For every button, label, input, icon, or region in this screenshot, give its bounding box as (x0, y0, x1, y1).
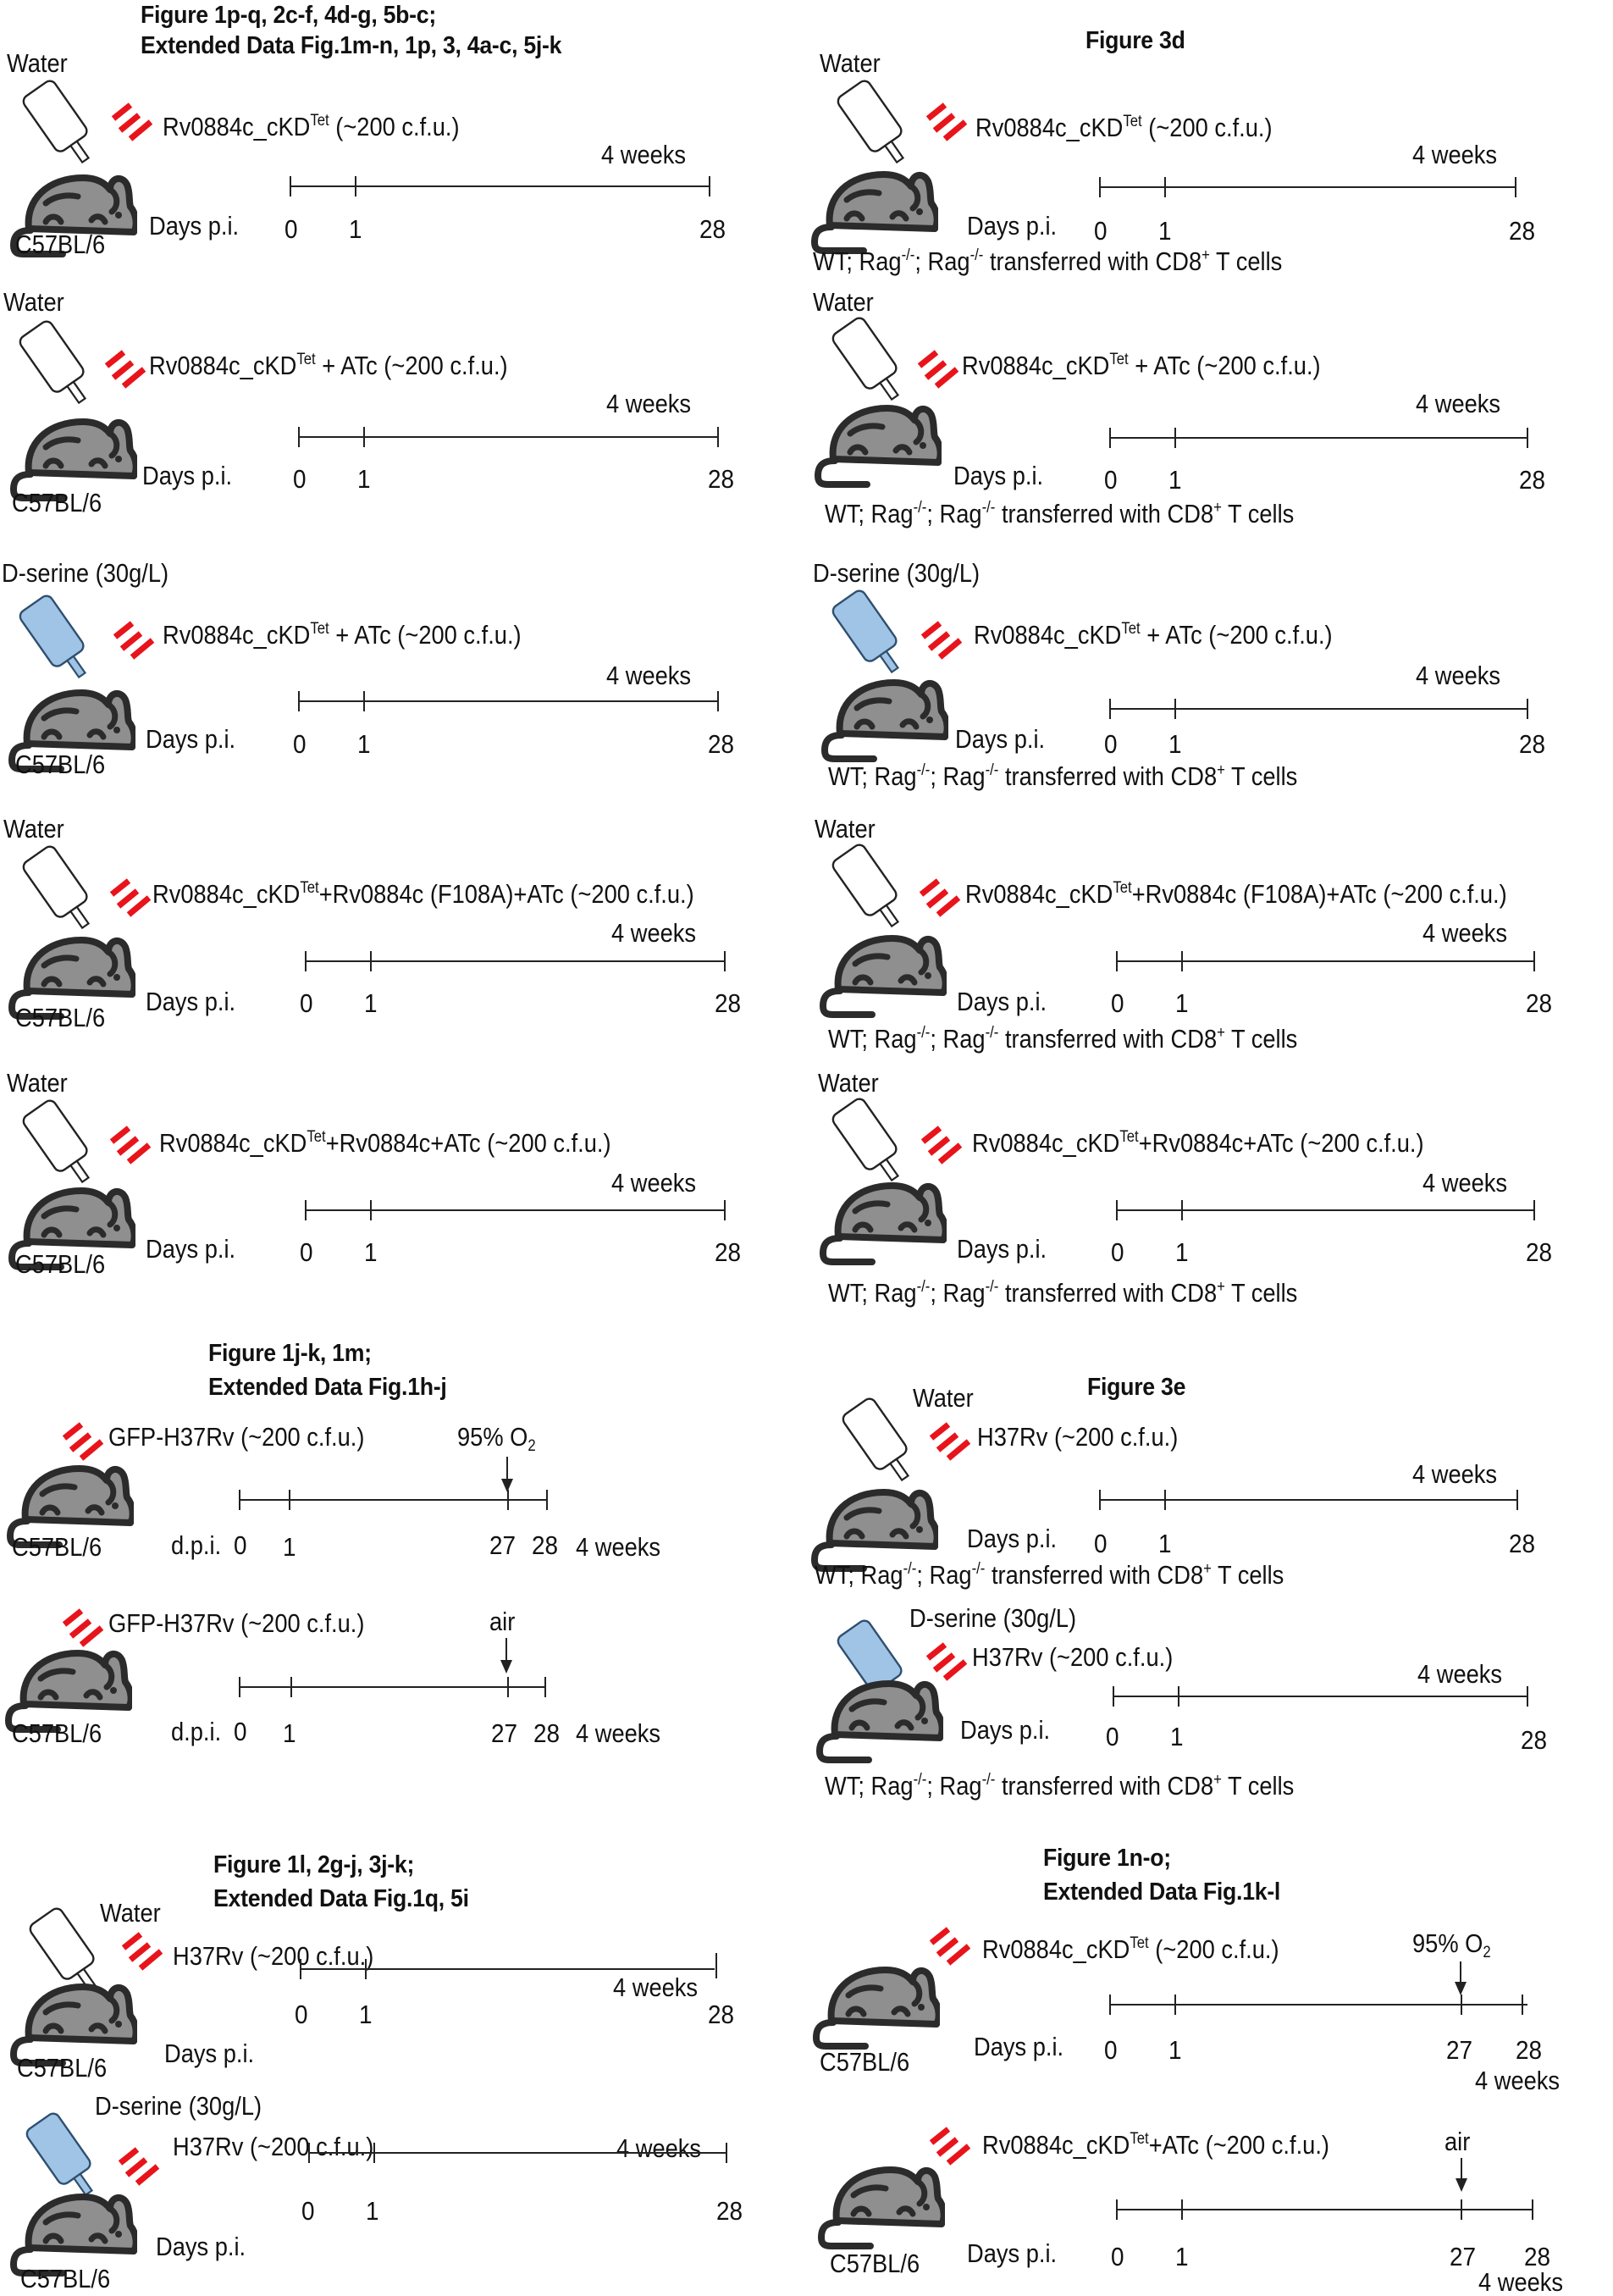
duration-label: 4 weeks (613, 1972, 699, 2002)
timeline-tick (544, 1677, 546, 1697)
timeline-tick (1181, 1200, 1183, 1220)
axis-label: Days p.i. (156, 2232, 246, 2261)
drink-label: D-serine (30g/L) (2, 558, 169, 588)
timeline-tick (717, 691, 719, 711)
axis-label: Days p.i. (149, 211, 240, 241)
axis-label: Days p.i. (142, 461, 233, 490)
duration-label: 4 weeks (606, 661, 692, 690)
tick-label: 1 (1175, 1237, 1189, 1267)
tick-label: 28 (532, 1530, 559, 1560)
strain-label: Rv0884c_cKD$^{Tet}$+ATc (~200 c.f.u.) (982, 2130, 1329, 2160)
section-title-left-1a: Figure 1p-q, 2c-f, 4d-g, 5b-c; (141, 2, 436, 29)
timeline-axis (1116, 1209, 1534, 1211)
drink-label: Water (815, 814, 876, 844)
timeline-tick (1515, 177, 1516, 197)
timeline-tick (370, 1200, 372, 1220)
timeline-axis (308, 2152, 726, 2154)
mouse-strain-label: C57BL/6 (15, 1249, 106, 1279)
strain-label: Rv0884c_cKD$^{Tet}$+Rv0884c (F108A)+ATc (~200 c.f.u.) (152, 879, 694, 909)
timeline-tick (1178, 1686, 1179, 1707)
mouse-strain-label: C57BL/6 (15, 750, 106, 779)
axis-label: Days p.i. (146, 724, 236, 754)
axis-label: Days p.i. (146, 987, 236, 1016)
infection-marks-icon (918, 618, 969, 661)
tick-label: 1 (283, 1532, 296, 1562)
tick-label: 1 (283, 1718, 296, 1748)
host-label: WT; Rag-/-; Rag-/- transferred with CD8+ T cells (813, 246, 1283, 276)
timeline-tick (1522, 1994, 1523, 2015)
treatment-label: air (489, 1607, 516, 1636)
axis-label: Days p.i. (974, 2032, 1064, 2061)
tick-label: 1 (1175, 988, 1189, 1018)
tick-label: 1 (364, 988, 378, 1018)
tick-label: 28 (699, 214, 726, 244)
duration-label: 4 weeks (1416, 389, 1501, 418)
duration-label: 4 weeks (1417, 1659, 1503, 1689)
host-label: WT; Rag-/-; Rag-/- transferred with CD8+ T cells (825, 499, 1295, 528)
axis-label: d.p.i. (171, 1530, 222, 1560)
axis-label: Days p.i. (957, 987, 1047, 1016)
timeline-tick (717, 427, 719, 447)
tick-label: 27 (1446, 2035, 1473, 2065)
drink-label: Water (7, 1068, 68, 1098)
tick-label: 28 (715, 988, 742, 1018)
timeline-tick (363, 427, 365, 447)
water-bottle-icon (19, 78, 103, 171)
host-label: WT; Rag-/-; Rag-/- transferred with CD8+ T cells (815, 1560, 1284, 1590)
timeline-tick (724, 1200, 726, 1220)
strain-label: GFP-H37Rv (~200 c.f.u.) (108, 1422, 365, 1452)
axis-label: Days p.i. (967, 211, 1058, 241)
tick-label: 0 (1111, 988, 1124, 1018)
tick-label: 28 (1509, 1529, 1536, 1558)
duration-label: 4 weeks (1422, 1168, 1508, 1198)
timeline-axis (1113, 1696, 1527, 1697)
tick-label: 1 (357, 464, 371, 494)
timeline-tick (1164, 177, 1166, 197)
tick-label: 27 (1450, 2242, 1477, 2271)
infection-marks-icon (102, 347, 152, 390)
timeline-tick (239, 1677, 240, 1697)
duration-label: 4 weeks (1416, 661, 1501, 690)
timeline-axis (1109, 2004, 1527, 2006)
axis-label: d.p.i. (171, 1717, 222, 1746)
timeline-axis (1109, 437, 1527, 439)
section-title-right-3b: Extended Data Fig.1k-l (1043, 1878, 1281, 1906)
section-title-right-3a: Figure 1n-o; (1043, 1845, 1171, 1872)
timeline-axis (1109, 708, 1527, 710)
host-label: WT; Rag-/-; Rag-/- transferred with CD8+ T cells (825, 1771, 1295, 1801)
timeline-tick (300, 1959, 301, 1979)
timeline-axis (1116, 960, 1534, 962)
tick-label: 0 (1111, 2242, 1124, 2271)
infection-marks-icon (119, 1929, 169, 1972)
timeline-tick (1116, 951, 1118, 971)
tick-label: 1 (1175, 2242, 1189, 2271)
timeline-axis (298, 436, 718, 438)
duration-label: 4 weeks (1478, 2267, 1564, 2296)
timeline-tick (1164, 1490, 1166, 1510)
tick-label: 0 (1106, 1722, 1119, 1751)
axis-label: Days p.i. (967, 1524, 1058, 1553)
tick-label: 0 (1094, 216, 1108, 246)
timeline-tick (507, 1677, 509, 1697)
tick-label: 28 (533, 1718, 561, 1748)
host-label: WT; Rag-/-; Rag-/- transferred with CD8+ T cells (828, 1278, 1298, 1308)
strain-label: H37Rv (~200 c.f.u.) (972, 1642, 1174, 1672)
infection-marks-icon (107, 876, 157, 918)
strain-label: Rv0884c_cKD$^{Tet}$+Rv0884c+ATc (~200 c.f.u.) (972, 1128, 1424, 1158)
timeline-tick (239, 1490, 240, 1510)
duration-label: 4 weeks (616, 2133, 702, 2163)
drink-label: D-serine (30g/L) (95, 2091, 262, 2121)
tick-label: 27 (491, 1718, 518, 1748)
tick-label: 1 (1168, 729, 1182, 759)
drink-label: Water (820, 48, 881, 78)
infection-marks-icon (110, 618, 161, 661)
strain-label: Rv0884c_cKD$^{Tet}$ + ATc (~200 c.f.u.) (163, 620, 522, 650)
treatment-arrow (1460, 1961, 1461, 1994)
axis-label: Days p.i. (164, 2039, 255, 2068)
timeline-tick (507, 1490, 509, 1510)
mouse-icon (818, 2151, 945, 2253)
strain-label: H37Rv (~200 c.f.u.) (977, 1422, 1179, 1452)
mouse-icon (813, 1951, 940, 2053)
host-label: WT; Rag-/-; Rag-/- transferred with CD8+ T cells (828, 1024, 1298, 1054)
tick-label: 28 (1521, 1725, 1548, 1755)
tick-label: 1 (357, 729, 371, 759)
timeline-axis (1099, 186, 1516, 188)
strain-label: Rv0884c_cKD$^{Tet}$ (~200 c.f.u.) (975, 113, 1273, 142)
timeline-tick (1174, 428, 1176, 448)
infection-marks-icon (926, 1419, 977, 1462)
mouse-strain-label: C57BL/6 (17, 2053, 108, 2083)
timeline-axis (1116, 2209, 1533, 2210)
timeline-tick (726, 2143, 727, 2163)
treatment-label: air (1445, 2127, 1471, 2156)
timeline-tick (365, 1959, 367, 1979)
tick-label: 1 (364, 1237, 378, 1267)
strain-label: Rv0884c_cKD$^{Tet}$+Rv0884c+ATc (~200 c.f.u.) (159, 1128, 611, 1158)
timeline-tick (724, 951, 726, 971)
strain-label: Rv0884c_cKD$^{Tet}$ + ATc (~200 c.f.u.) (974, 620, 1333, 650)
axis-label: Days p.i. (960, 1715, 1051, 1745)
tick-label: 28 (1519, 729, 1546, 759)
timeline-tick (305, 1200, 307, 1220)
axis-label: Days p.i. (146, 1234, 236, 1264)
timeline-tick (1516, 1490, 1518, 1510)
duration-label: 4 weeks (606, 389, 692, 418)
tick-label: 1 (1158, 216, 1172, 246)
tick-label: 0 (1111, 1237, 1124, 1267)
timeline-tick (1527, 699, 1528, 719)
tick-label: 0 (1104, 2035, 1118, 2065)
strain-label: Rv0884c_cKD$^{Tet}$+Rv0884c (F108A)+ATc (~200 c.f.u.) (965, 879, 1507, 909)
timeline-axis (298, 700, 718, 702)
duration-label: 4 weeks (611, 1168, 697, 1198)
tick-label: 0 (293, 464, 307, 494)
tick-label: 1 (1170, 1722, 1184, 1751)
tick-label: 1 (349, 214, 362, 244)
section-title-left-3b: Extended Data Fig.1q, 5i (213, 1885, 469, 1912)
timeline-axis (1099, 1499, 1517, 1501)
strain-label: Rv0884c_cKD$^{Tet}$ (~200 c.f.u.) (163, 112, 460, 141)
drink-label: Water (3, 287, 64, 317)
host-label: WT; Rag-/-; Rag-/- transferred with CD8+ T cells (828, 761, 1298, 791)
infection-marks-icon (108, 100, 159, 142)
section-title-right-2: Figure 3e (1087, 1374, 1186, 1401)
mouse-icon (811, 156, 938, 257)
strain-label: Rv0884c_cKD$^{Tet}$ (~200 c.f.u.) (982, 1934, 1279, 1964)
infection-marks-icon (923, 100, 974, 142)
drink-label: Water (818, 1068, 879, 1098)
timeline-tick (1532, 2199, 1533, 2220)
tick-label: 28 (1524, 2242, 1551, 2271)
tick-label: 0 (293, 729, 307, 759)
tick-label: 0 (295, 2000, 308, 2029)
tick-label: 28 (1526, 1237, 1553, 1267)
timeline-tick (1181, 2199, 1183, 2220)
timeline-axis (239, 1499, 547, 1501)
drink-label: D-serine (30g/L) (813, 558, 981, 588)
duration-label: 4 weeks (611, 918, 697, 948)
timeline-tick (298, 691, 300, 711)
treatment-arrow (1461, 2158, 1462, 2190)
timeline-tick (1174, 699, 1176, 719)
tick-label: 28 (708, 464, 735, 494)
axis-label: Days p.i. (957, 1234, 1047, 1264)
section-title-left-1b: Extended Data Fig.1m-n, 1p, 3, 4a-c, 5j-k (141, 32, 562, 59)
timeline-tick (1533, 1200, 1535, 1220)
section-title-left-3a: Figure 1l, 2g-j, 3j-k; (213, 1851, 415, 1878)
timeline-tick (546, 1490, 548, 1510)
mouse-icon (821, 664, 948, 766)
duration-label: 4 weeks (601, 140, 687, 169)
tick-label: 0 (284, 214, 298, 244)
tick-label: 1 (1158, 1529, 1172, 1558)
timeline-tick (1174, 1994, 1176, 2015)
infection-marks-icon (107, 1123, 157, 1165)
timeline-tick (1099, 177, 1101, 197)
timeline-tick (290, 176, 291, 196)
duration-label: 4 weeks (1475, 2066, 1561, 2095)
tick-label: 27 (489, 1530, 516, 1560)
section-title-right-1: Figure 3d (1085, 27, 1185, 54)
treatment-label: 95% $O_2$ (1412, 1928, 1491, 1961)
mouse-strain-label: C57BL/6 (12, 1532, 102, 1562)
mouse-strain-label: C57BL/6 (12, 488, 102, 517)
tick-label: 0 (301, 2196, 315, 2226)
tick-label: 0 (300, 988, 313, 1018)
mouse-strain-label: C57BL/6 (15, 1003, 106, 1032)
water-bottle-icon (15, 318, 100, 412)
tick-label: 0 (1094, 1529, 1108, 1558)
axis-label: Days p.i. (953, 461, 1044, 490)
tick-label: 0 (234, 1530, 247, 1560)
axis-label: Days p.i. (967, 2238, 1058, 2268)
timeline-tick (1527, 428, 1528, 448)
timeline-axis (305, 960, 725, 962)
timeline-tick (370, 951, 372, 971)
duration-label: 4 weeks (1412, 1459, 1498, 1489)
drink-label: Water (7, 48, 68, 78)
tick-label: 28 (708, 2000, 735, 2029)
treatment-arrow (505, 1638, 507, 1672)
drink-label: Water (3, 814, 64, 844)
tick-label: 0 (1104, 465, 1118, 495)
tick-label: 1 (359, 2000, 373, 2029)
infection-marks-icon (914, 347, 965, 390)
mouse-icon (820, 920, 947, 1021)
timeline-tick (355, 176, 356, 196)
strain-label: GFP-H37Rv (~200 c.f.u.) (108, 1608, 365, 1638)
mouse-strain-label: C57BL/6 (20, 2264, 111, 2293)
duration-label: 4 weeks (576, 1532, 661, 1562)
drink-label: Water (100, 1898, 161, 1928)
mouse-icon (820, 1167, 947, 1269)
treatment-arrow (506, 1457, 508, 1491)
timeline-tick (1461, 1994, 1462, 2015)
dserine-bottle-icon (15, 593, 100, 686)
infection-marks-icon (916, 876, 967, 918)
timeline-tick (1099, 1490, 1101, 1510)
duration-label: 4 weeks (1412, 140, 1498, 169)
timeline-tick (1113, 1686, 1114, 1707)
timeline-tick (308, 2143, 310, 2163)
timeline-axis (300, 1968, 715, 1970)
mouse-strain-label: C57BL/6 (12, 1718, 102, 1748)
timeline-tick (305, 951, 307, 971)
drink-label: Water (813, 287, 874, 317)
strain-label: Rv0884c_cKD$^{Tet}$ + ATc (~200 c.f.u.) (962, 351, 1321, 380)
tick-label: 28 (1526, 988, 1553, 1018)
timeline-tick (298, 427, 300, 447)
timeline-axis (239, 1686, 545, 1688)
timeline-tick (373, 2143, 375, 2163)
section-title-left-2b: Extended Data Fig.1h-j (208, 1374, 447, 1401)
mouse-strain-label: C57BL/6 (15, 230, 106, 259)
section-title-left-2a: Figure 1j-k, 1m; (208, 1340, 372, 1367)
mouse-icon (815, 390, 942, 491)
strain-label: Rv0884c_cKD$^{Tet}$ + ATc (~200 c.f.u.) (149, 351, 508, 380)
timeline-tick (1181, 951, 1183, 971)
timeline-tick (1533, 951, 1535, 971)
mouse-strain-label: C57BL/6 (830, 2249, 920, 2278)
tick-label: 28 (1519, 465, 1546, 495)
tick-label: 0 (234, 1717, 247, 1746)
duration-label: 4 weeks (576, 1718, 661, 1748)
drink-label: D-serine (30g/L) (909, 1603, 1077, 1633)
infection-marks-icon (918, 1123, 969, 1165)
strain-label: H37Rv (~200 c.f.u.) (173, 1941, 374, 1971)
tick-label: 28 (1516, 2035, 1543, 2065)
tick-label: 1 (1168, 465, 1182, 495)
timeline-tick (289, 1490, 290, 1510)
tick-label: 28 (716, 2196, 743, 2226)
duration-label: 4 weeks (1422, 918, 1508, 948)
tick-label: 0 (1104, 729, 1118, 759)
timeline-tick (1116, 1200, 1118, 1220)
timeline-tick (290, 1677, 292, 1697)
axis-label: Days p.i. (955, 724, 1046, 754)
timeline-tick (1116, 2199, 1118, 2220)
treatment-label: 95% $O_2$ (457, 1422, 536, 1455)
timeline-tick (1461, 2199, 1462, 2220)
tick-label: 0 (300, 1237, 313, 1267)
tick-label: 1 (366, 2196, 379, 2226)
timeline-tick (363, 691, 365, 711)
timeline-axis (290, 185, 710, 187)
timeline-tick (1109, 428, 1111, 448)
tick-label: 28 (708, 729, 735, 759)
timeline-tick (1109, 699, 1111, 719)
drink-label: Water (913, 1383, 974, 1413)
mouse-icon (816, 1665, 943, 1767)
strain-label: H37Rv (~200 c.f.u.) (173, 2132, 374, 2161)
mouse-strain-label: C57BL/6 (820, 2047, 910, 2077)
timeline-tick (715, 1953, 717, 1978)
tick-label: 28 (1509, 216, 1536, 246)
timeline-tick (1527, 1686, 1528, 1707)
tick-label: 1 (1168, 2035, 1182, 2065)
timeline-tick (709, 176, 710, 196)
timeline-tick (1109, 1994, 1111, 2015)
timeline-axis (305, 1209, 725, 1211)
tick-label: 28 (715, 1237, 742, 1267)
